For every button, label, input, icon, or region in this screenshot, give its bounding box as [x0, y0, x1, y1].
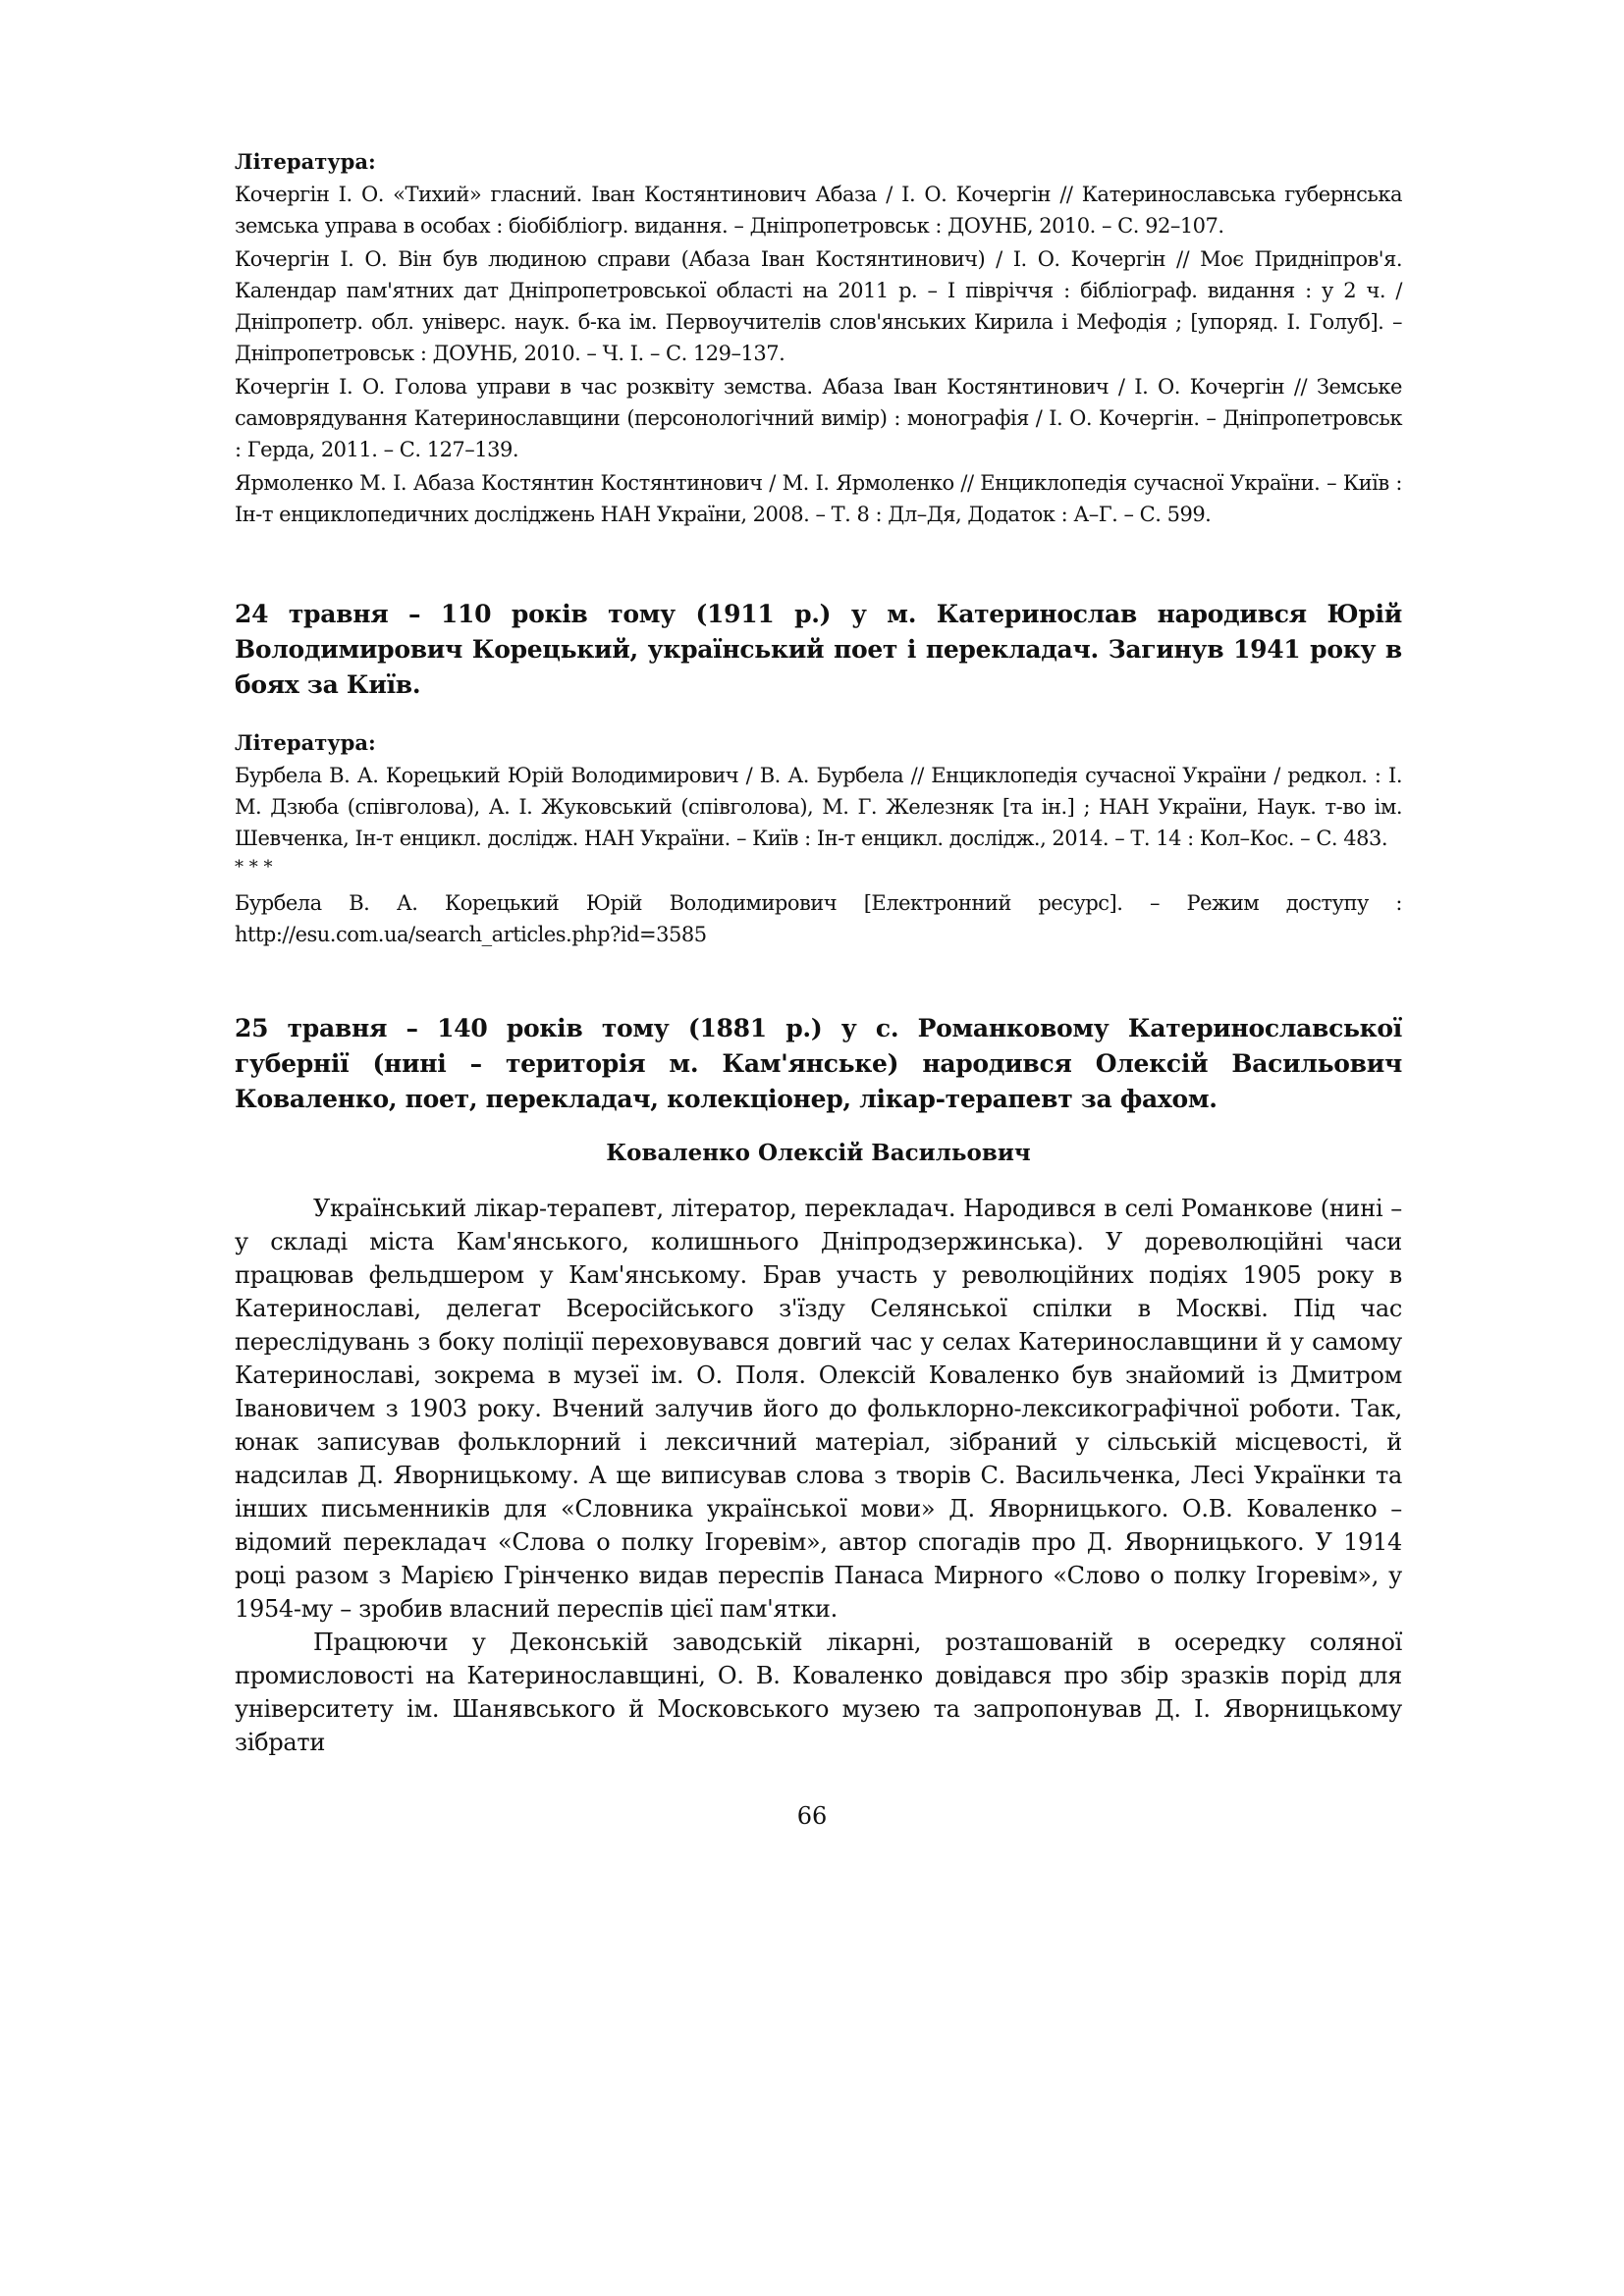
reference-item: Кочергін І. О. Голова управи в час розквіту земства. Абаза Іван Костянтинович / І. О. Кочергін // Земське самоврядування Катеринославщини (персонологічний вимір) : монографія / І. О. Кочергін. – Дніпропетровськ : Герда, 2011. – С. 127–139. [235, 375, 1402, 461]
reference-item: Бурбела В. А. Корецький Юрій Володимирович / В. А. Бурбела // Енциклопедія сучасної України / редкол. : І. М. Дзюба (співголова), А. І. Жуковський (співголова), М. Г. Железняк [та ін.] ; НАН України, Наук. т-во ім. Шевченка, Ін-т енцикл. дослідж. НАН України. – Київ : Ін-т енцикл. дослідж., 2014. – Т. 14 : Кол–Кос. – С. 483. [235, 764, 1402, 850]
page-number: 66 [796, 1802, 828, 1830]
online-reference-item: Бурбела В. А. Корецький Юрій Володимирович [Електронний ресурс]. – Режим доступу : http://esu.com.ua/search_articles.php?id=3585 [235, 891, 1402, 946]
page-content [235, 147, 1402, 1759]
reference-item: Кочергін І. О. Він був людиною справи (Абаза Іван Костянтинович) / І. О. Кочергін // Моє Придніпров'я. Календар пам'ятних дат Дніпропетровської області на 2011 р. – І півріччя : бібліограф. видання : у 2 ч. / Дніпропетр. обл. універс. наук. б-ка ім. Первоучителів слов'янських Кирила і Мефодія ; [упоряд. І. Голуб]. – Дніпропетровськ : ДОУНБ, 2010. – Ч. І. – С. 129–137. [235, 247, 1402, 365]
reference-list [235, 179, 1402, 530]
literature-section-abaza [235, 147, 1402, 530]
event-title: 25 травня – 140 років тому (1881 р.) у с. Романковому Катеринославської губернії (нині – територія м. Кам'янське) народився Олексій Васильович Коваленко, поет, перекладач, колекціонер, лікар-терапевт за фахом. [235, 1014, 1402, 1113]
bio-paragraph: Працюючи у Деконській заводській лікарні, розташованій в осередку соляної промисловості на Катеринославщині, О. В. Коваленко довідався про збір зразків порід для університету ім. Шанявського й Московського музею та запропонував Д. І. Яворницькому зібрати [235, 1629, 1402, 1756]
event-title: 24 травня – 110 років тому (1911 р.) у м. Катеринослав народився Юрій Володимирович Корецький, український поет і перекладач. Загинув 1941 року в боях за Київ. [235, 600, 1402, 699]
reference-item: Кочергін І. О. «Тихий» гласний. Іван Костянтинович Абаза / І. О. Кочергін // Катеринославська губернська земська управа в особах : біобібліогр. видання. – Дніпропетровськ : ДОУНБ, 2010. – С. 92–107. [235, 183, 1402, 238]
literature-heading: Література: [235, 149, 376, 174]
reference-item: Ярмоленко М. І. Абаза Костянтин Костянтинович / М. І. Ярмоленко // Енциклопедія сучасної України. – Київ : Ін-т енциклопедичних досліджень НАН України, 2008. – Т. 8 : Дл–Дя, Додаток : А–Г. – С. 599. [235, 471, 1402, 526]
literature-heading: Література: [235, 730, 376, 755]
bio-body [235, 1192, 1402, 1759]
event-section-koretsky [235, 597, 1402, 950]
bio-title: Коваленко Олексій Васильович [606, 1140, 1031, 1166]
online-reference-list [235, 887, 1402, 950]
event-section-kovalenko [235, 1011, 1402, 1759]
reference-list [235, 760, 1402, 854]
bio-paragraph: Український лікар-терапевт, літератор, перекладач. Народився в селі Романкове (нині – у складі міста Кам'янського, колишнього Дніпродзержинська). У дореволюційні часи працював фельдшером у Кам'янському. Брав участь у революційних подіях 1905 року в Катеринославі, делегат Всеросійського з'їзду Селянської спілки в Москві. Під час переслідувань з боку поліції переховувався довгий час у селах Катеринославщини й у самому Катеринославі, зокрема в музеї ім. О. Поля. Олексій Коваленко був знайомий із Дмитром Івановичем з 1903 року. Вчений залучив його до фольклорно-лексикографічної роботи. Так, юнак записував фольклорний і лексичний матеріал, зібраний у сільській місцевості, й надсилав Д. Яворницькому. А ще виписував слова з творів С. Васильченка, Лесі Українки та інших письменників для «Словника української мови» Д. Яворницького. О.В. Коваленко – відомий перекладач «Слова о полку Ігоревім», автор спогадів про Д. Яворницького. У 1914 році разом з Марією Грінченко видав переспів Панаса Мирного «Слово о полку Ігоревім», у 1954-му – зробив власний переспів цієї пам'ятки. [235, 1195, 1402, 1623]
separator-stars: * * * [235, 857, 273, 878]
